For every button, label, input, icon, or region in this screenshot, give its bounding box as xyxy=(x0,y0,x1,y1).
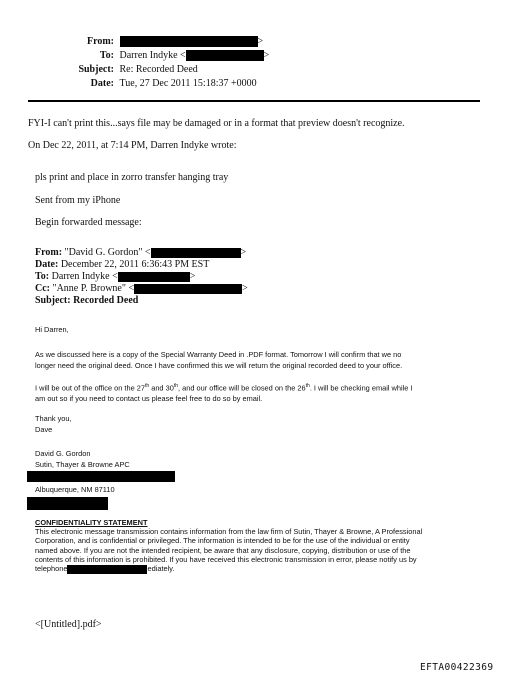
forwarded-subject-value: Recorded Deed xyxy=(73,295,139,306)
close-bracket: > xyxy=(240,247,247,258)
reply-line-2: On Dec 22, 2011, at 7:14 PM, Darren Indyke wrote: xyxy=(28,140,237,151)
signature-firm: Sutin, Thayer & Browne APC xyxy=(35,459,130,469)
signature-block xyxy=(35,449,130,470)
letter-text: and 30 xyxy=(149,383,174,393)
letter-paragraph-1-line-2: longer need the original deed. Once I have confirmed this we will return the original recorded deed to your office. xyxy=(35,360,403,370)
close-bracket: > xyxy=(189,271,196,282)
header-date-label: Date: xyxy=(90,78,114,89)
ordinal-suffix: th xyxy=(144,383,150,389)
forwarded-cc-value: "Anne P. Browne" < xyxy=(52,283,135,294)
letter-greeting: Hi Darren, xyxy=(35,325,69,334)
quoted-line-1: pls print and place in zorro transfer hanging tray xyxy=(35,172,229,183)
header-from-label: From: xyxy=(86,36,114,47)
forwarded-from-label: From: xyxy=(35,247,63,258)
letter-paragraph-2-line-2: am out so if you need to contact us please feel free to do so by email. xyxy=(35,393,263,403)
forwarded-to-row xyxy=(35,271,248,283)
quoted-line-3: Begin forwarded message: xyxy=(35,217,142,228)
letter-text: . I will be checking email while I xyxy=(309,383,413,393)
forwarded-from-row xyxy=(35,247,248,259)
letter-paragraph-1-line-1: As we discussed here is a copy of the Special Warranty Deed in .PDF format. Tomorrow I will confirm that we no xyxy=(35,350,402,359)
confidentiality-line-2: Corporation, and is confidential or privileged. The information is intended to be for the use of the individual or entity xyxy=(35,536,410,546)
reply-line-1: FYI-I can't print this...says file may be damaged or in a format that preview doesn't recognize. xyxy=(28,118,405,129)
confidentiality-text: ediately. xyxy=(147,564,175,574)
header-date-value: Tue, 27 Dec 2011 15:18:37 +0000 xyxy=(119,78,257,89)
letter-paragraph-2-line-1 xyxy=(35,381,413,394)
redaction-block xyxy=(120,36,258,47)
ordinal-suffix: th xyxy=(305,383,310,389)
header-from-row xyxy=(28,35,269,48)
confidentiality-title: CONFIDENTIALITY STATEMENT xyxy=(35,518,148,527)
confidentiality-line-3: named above. If you are not the intended recipient, be aware that any disclosure, copying, distribution or use of the xyxy=(35,545,411,555)
letter-text: I will be out of the office on the 27 xyxy=(35,383,145,393)
confidentiality-line-5 xyxy=(35,564,422,574)
header-to-label: To: xyxy=(99,50,114,61)
email-header xyxy=(28,35,269,90)
close-bracket: > xyxy=(263,50,270,61)
redaction-block xyxy=(134,284,242,294)
header-to-value: Darren Indyke < xyxy=(119,50,186,61)
signature-name: David G. Gordon xyxy=(35,449,91,458)
document-id: EFTA00422369 xyxy=(420,662,494,673)
letter-paragraph-1 xyxy=(35,350,402,371)
letter-text: , and our office will be closed on the 26 xyxy=(178,383,306,393)
confidentiality-text: telephone xyxy=(35,564,68,574)
letter-sign-name: Dave xyxy=(35,424,53,434)
forwarded-date-row xyxy=(35,259,248,271)
letter-closing xyxy=(35,414,72,435)
header-divider xyxy=(28,100,480,102)
signature-city: Albuquerque, NM 87110 xyxy=(35,485,115,494)
forwarded-from-value: "David G. Gordon" < xyxy=(64,247,151,258)
forwarded-subject-row xyxy=(35,295,248,307)
quoted-line-2: Sent from my iPhone xyxy=(35,195,121,206)
redaction-block xyxy=(118,272,190,282)
header-date-row xyxy=(28,77,269,90)
forwarded-cc-row xyxy=(35,283,248,295)
close-bracket: > xyxy=(242,283,248,294)
redaction-block xyxy=(151,248,241,258)
header-subject-row xyxy=(28,63,269,76)
redaction-block xyxy=(27,497,108,510)
redaction-block xyxy=(186,50,264,61)
confidentiality-line-1: This electronic message transmission contains information from the law firm of Sutin, Thayer & Browne, A Professional xyxy=(35,527,423,537)
forwarded-header xyxy=(35,247,248,307)
redaction-block xyxy=(27,471,175,482)
redaction-block xyxy=(67,565,147,574)
attachment-label[interactable]: <[Untitled].pdf> xyxy=(35,619,102,630)
forwarded-date-label: Date: xyxy=(35,259,59,270)
forwarded-to-value: Darren Indyke < xyxy=(51,271,118,282)
header-subject-value: Re: Recorded Deed xyxy=(119,64,198,75)
confidentiality-statement xyxy=(35,518,422,574)
letter-thanks: Thank you, xyxy=(35,414,72,423)
header-subject-label: Subject: xyxy=(78,64,114,75)
letter-paragraph-2 xyxy=(35,381,413,404)
forwarded-subject-label: Subject: xyxy=(35,295,71,306)
forwarded-date-value: December 22, 2011 6:36:43 PM EST xyxy=(60,259,210,270)
close-bracket: > xyxy=(257,36,264,47)
confidentiality-line-4: contents of this information is prohibited. If you have received this electronic transmission in error, please notify us by xyxy=(35,554,417,564)
ordinal-suffix: th xyxy=(173,383,178,389)
forwarded-cc-label: Cc: xyxy=(35,283,50,294)
header-to-row xyxy=(28,49,269,62)
forwarded-to-label: To: xyxy=(35,271,50,282)
